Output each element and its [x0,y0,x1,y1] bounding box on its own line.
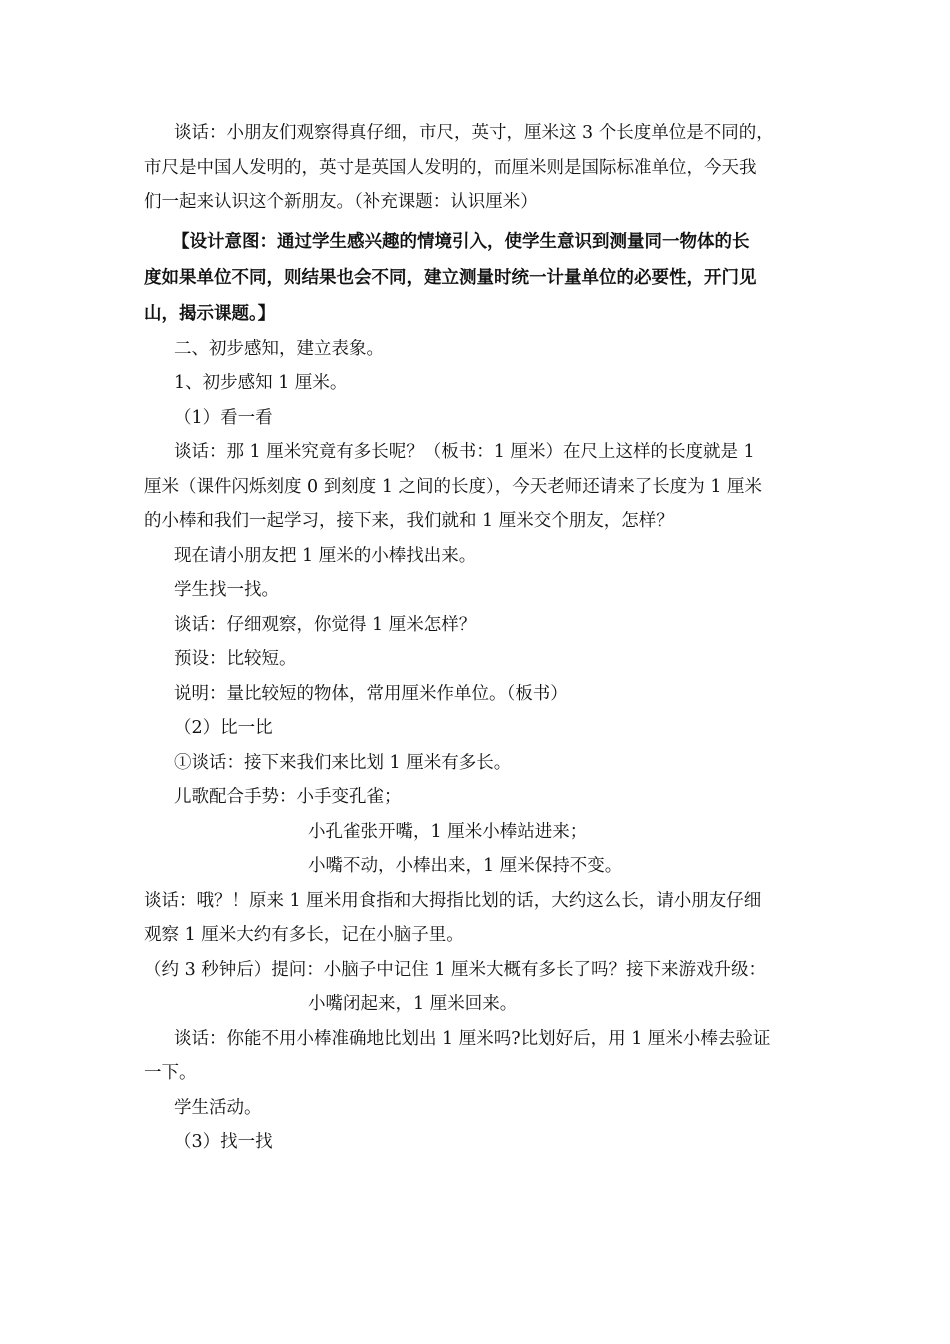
paragraph-line: 谈话：哦？！原来 1 厘米用食指和大拇指比划的话，大约这么长，请小朋友仔细 [144,890,762,911]
rhyme-line: 小嘴闭起来，1 厘米回来。 [308,994,518,1014]
paragraph-line: 预设：比较短。 [174,649,297,669]
document-body [144,116,808,1160]
paragraph-line: 的小棒和我们一起学习，接下来，我们就和 1 厘米交个朋友，怎样？ [144,511,674,531]
step-heading: （3）找一找 [174,1132,273,1152]
rhyme-line: 儿歌配合手势：小手变孔雀； [174,787,402,807]
paragraph-line: 一下。 [144,1063,197,1083]
paragraph-line: 们一起来认识这个新朋友。（补充课题：认识厘米） [144,192,538,212]
step-heading: （2）比一比 [174,718,273,738]
paragraph-line: 市尺是中国人发明的，英寸是英国人发明的，而厘米则是国际标准单位，今天我 [144,157,757,178]
paragraph-line: 说明：量比较短的物体，常用厘米作单位。（板书） [174,683,568,704]
paragraph-line: 谈话：你能不用小棒准确地比划出 1 厘米吗?比划好后，用 1 厘米小棒去验证 [174,1028,771,1049]
rhyme-line: 小孔雀张开嘴，1 厘米小棒站进来； [308,821,588,842]
design-intent-line: 【设计意图：通过学生感兴趣的情境引入，使学生意识到测量同一物体的长 [172,231,750,252]
paragraph-line: 学生活动。 [174,1097,262,1118]
paragraph-line: 谈话：仔细观察，你觉得 1 厘米怎样？ [174,614,477,635]
section-heading: 二、初步感知，建立表象。 [174,338,384,359]
rhyme-line: 小嘴不动，小棒出来，1 厘米保持不变。 [308,856,623,876]
paragraph-line: （约 3 秒钟后）提问：小脑子中记住 1 厘米大概有多长了吗？接下来游戏升级： [144,959,767,980]
paragraph-line: 谈话：那 1 厘米究竟有多长呢？（板书：1 厘米）在尺上这样的长度就是 1 [174,442,755,462]
paragraph-line: 现在请小朋友把 1 厘米的小棒找出来。 [174,545,477,566]
design-intent-line: 度如果单位不同，则结果也会不同，建立测量时统一计量单位的必要性，开门见 [144,267,757,288]
design-intent-line: 山，揭示课题。】 [144,303,276,324]
step-heading: （1）看一看 [174,407,273,428]
paragraph-line: 学生找一找。 [174,580,279,600]
paragraph-line: 观察 1 厘米大约有多长，记在小脑子里。 [144,925,464,945]
paragraph-line: 厘米（课件闪烁刻度 0 到刻度 1 之间的长度），今天老师还请来了长度为 1 厘米 [144,476,763,497]
subsection-heading: 1、初步感知 1 厘米。 [174,373,348,393]
paragraph-line: 谈话：小朋友们观察得真仔细，市尺，英寸，厘米这 3 个长度单位是不同的， [174,123,774,143]
paragraph-line: ①谈话：接下来我们来比划 1 厘米有多长。 [174,752,512,773]
